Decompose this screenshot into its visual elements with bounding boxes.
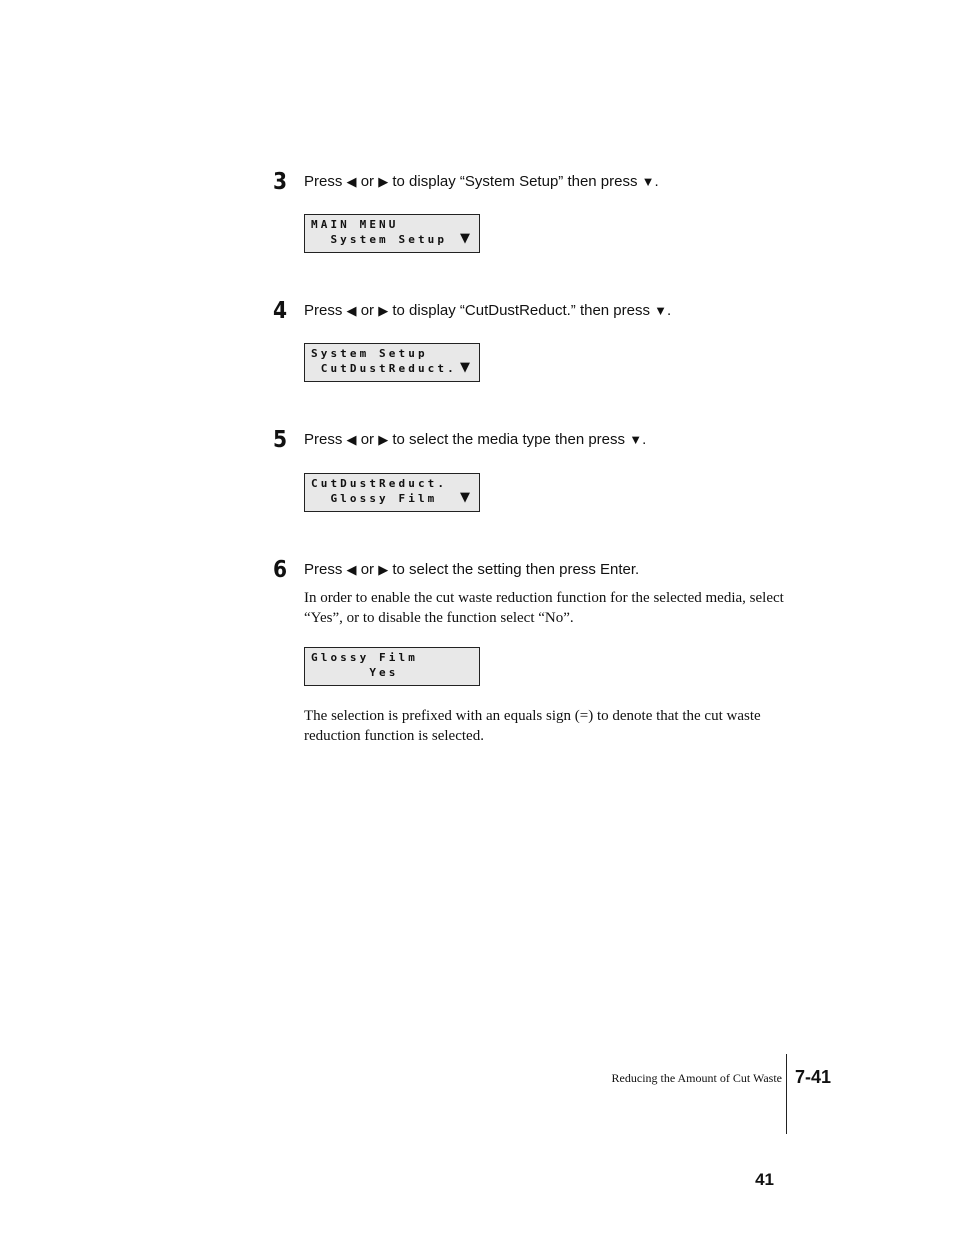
footer-divider [786,1054,787,1134]
right-arrow-icon: ▶ [378,174,389,189]
step-instruction: Press ◀ or ▶ to display “System Setup” then press ▼. [304,173,659,190]
step-instruction: Press ◀ or ▶ to select the setting then press Enter. [304,561,640,578]
lcd-display [304,214,480,253]
step-number: 5 [273,427,288,453]
step-6-note: The selection is prefixed with an equals sign (=) to denote that the cut waste reduction function is selected. [304,708,761,744]
footer-section-title: Reducing the Amount of Cut Waste [611,1071,782,1085]
down-arrow-icon: ▼ [629,432,643,447]
left-arrow-icon: ◀ [346,432,357,447]
step-number: 6 [273,557,288,583]
right-arrow-icon: ▶ [378,562,389,577]
lcd-display [304,647,480,686]
lcd-line-1: Glossy Film [311,651,418,664]
down-arrow-icon: ▼ [460,360,470,375]
step-number: 4 [273,298,288,324]
down-arrow-icon: ▼ [460,231,470,246]
step-6-description: In order to enable the cut waste reduction function for the selected media, select “Yes”, or to disable the function select “No”. [304,590,784,626]
left-arrow-icon: ◀ [346,562,357,577]
lcd-line-2: System Setup [311,233,448,246]
page-number: 41 [755,1170,774,1189]
lcd-line-1: MAIN MENU [311,218,399,231]
lcd-line-2: Yes [311,666,399,679]
right-arrow-icon: ▶ [378,432,389,447]
lcd-display [304,473,480,512]
down-arrow-icon: ▼ [460,490,470,505]
left-arrow-icon: ◀ [346,303,357,318]
lcd-line-2: Glossy Film [311,492,438,505]
footer-section-page: 7-41 [795,1067,832,1087]
lcd-line-2: CutDustReduct. [311,362,457,375]
step-number: 3 [273,169,288,195]
step-instruction: Press ◀ or ▶ to display “CutDustReduct.” then press ▼. [304,302,672,319]
left-arrow-icon: ◀ [346,174,357,189]
down-arrow-icon: ▼ [654,303,668,318]
lcd-line-1: CutDustReduct. [311,477,448,490]
right-arrow-icon: ▶ [378,303,389,318]
lcd-line-1: System Setup [311,347,428,360]
lcd-display [304,343,480,382]
down-arrow-icon: ▼ [641,174,655,189]
step-instruction: Press ◀ or ▶ to select the media type then press ▼. [304,431,647,448]
